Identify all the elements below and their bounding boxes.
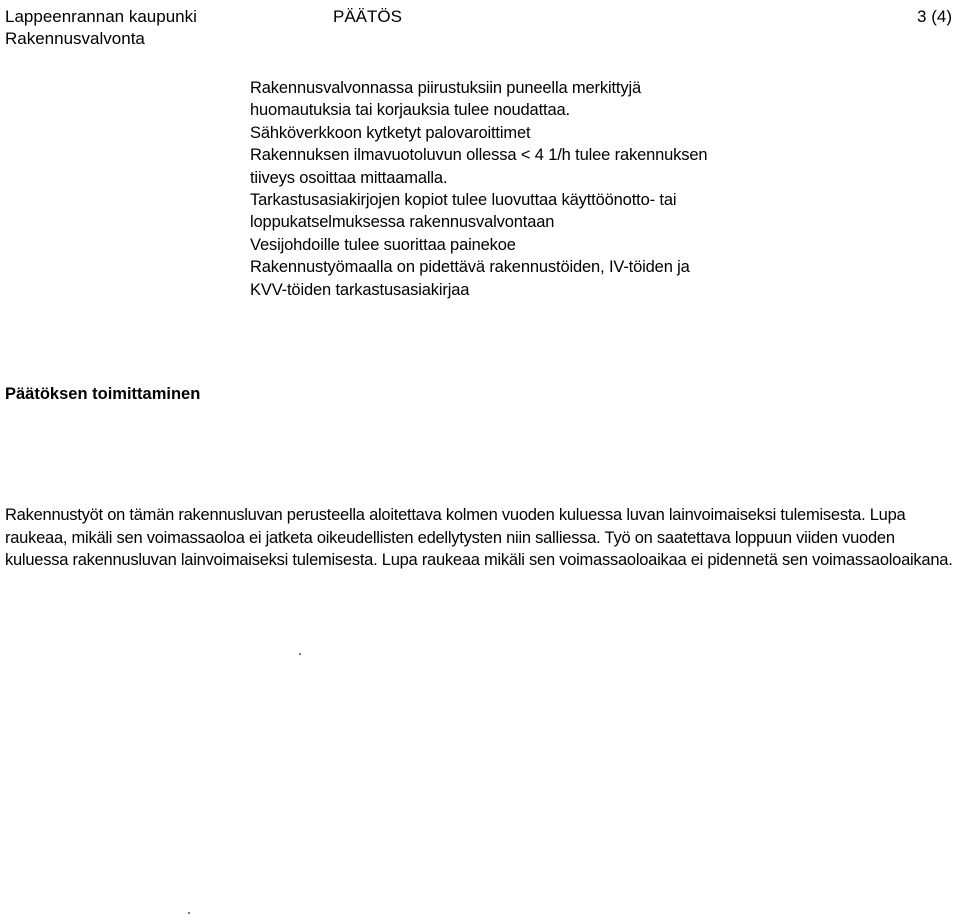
conditions-line: Sähköverkkoon kytketyt palovaroittimet bbox=[250, 123, 531, 142]
department-name: Rakennusvalvonta bbox=[5, 29, 145, 48]
organization-name: Lappeenrannan kaupunki bbox=[5, 7, 197, 26]
conditions-line: Rakennustyömaalla on pidettävä rakennustöiden, IV-töiden ja bbox=[250, 258, 690, 277]
conditions-line: tiiveys osoittaa mittaamalla. bbox=[250, 168, 448, 187]
document-type: PÄÄTÖS bbox=[333, 7, 402, 26]
conditions-line: Rakennusvalvonnassa piirustuksiin puneella merkittyjä bbox=[250, 79, 642, 97]
scan-speck bbox=[188, 912, 190, 914]
scan-speck bbox=[299, 653, 301, 655]
conditions-line: huomautuksia tai korjauksia tulee noudattaa. bbox=[250, 101, 570, 120]
conditions-line: Tarkastusasiakirjojen kopiot tulee luovuttaa käyttöönotto- tai bbox=[250, 191, 677, 210]
conditions-line: KVV-töiden tarkastusasiakirjaa bbox=[250, 280, 470, 299]
conditions-line: Vesijohdoille tulee suorittaa painekoe bbox=[250, 235, 516, 254]
section-heading: Päätöksen toimittaminen bbox=[5, 385, 201, 403]
conditions-list bbox=[250, 77, 930, 301]
section-body-text: Rakennustyöt on tämän rakennusluvan perusteella aloitettava kolmen vuoden kuluessa luvan lainvoimaiseksi tulemisesta. Lupa raukeaa, mikäli sen voimassaoloa ei jatketa oikeudellisten edellytysten niin salliessa. Työ on saatettava loppuun viiden vuoden kuluessa rakennusluvan lainvoimaiseksi tulemisesta. Lupa raukeaa mikäli sen voimassaoloaikaa ei pidennetä sen voimassaoloaikana. bbox=[5, 506, 953, 570]
conditions-line: Rakennuksen ilmavuotoluvun ollessa < 4 1/h tulee rakennuksen bbox=[250, 146, 708, 165]
page-number: 3 (4) bbox=[917, 7, 952, 26]
conditions-line: loppukatselmuksessa rakennusvalvontaan bbox=[250, 213, 555, 232]
